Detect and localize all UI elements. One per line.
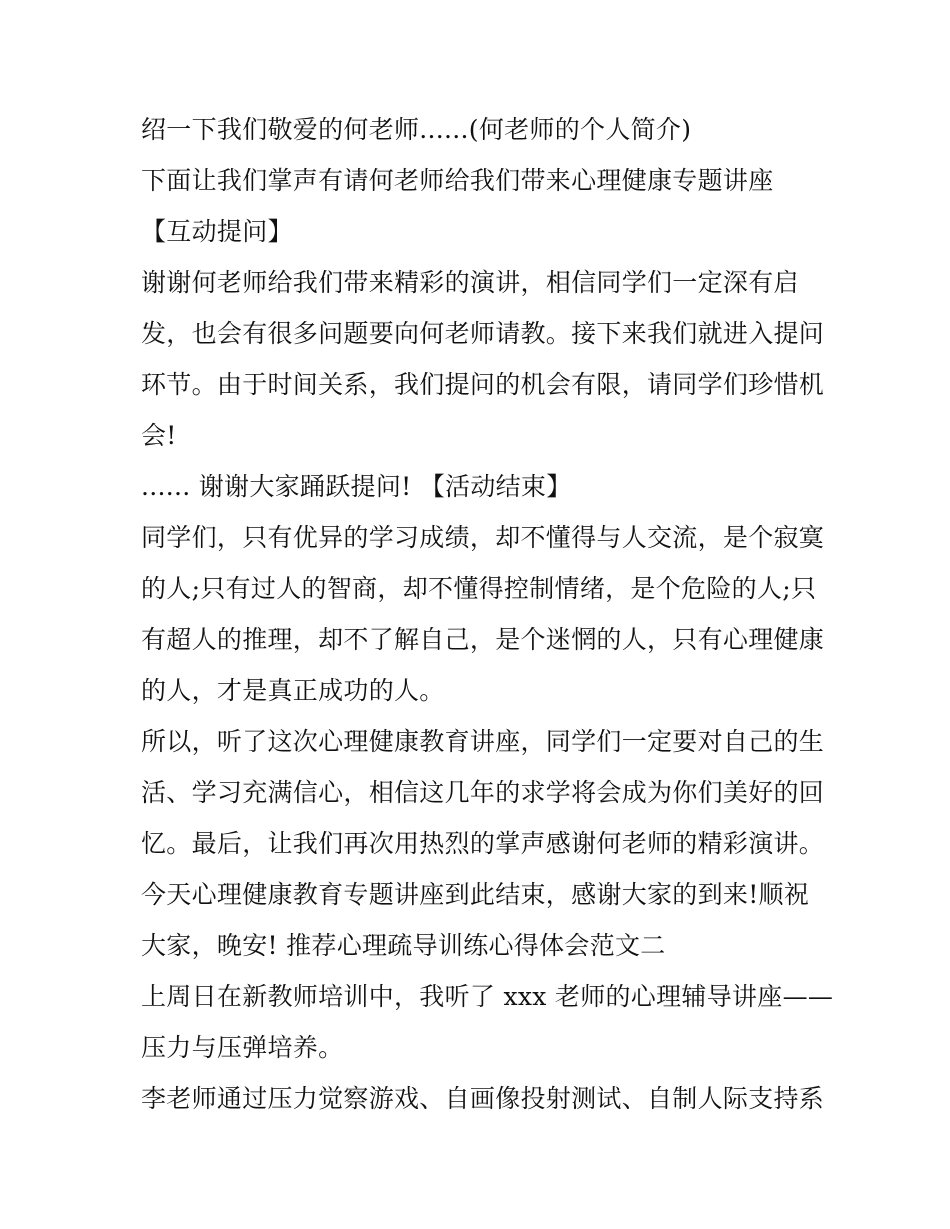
- text-line-15: 忆。最后，让我们再次用热烈的掌声感谢何老师的精彩演讲。: [141, 829, 825, 858]
- text-line-11: 有超人的推理，却不了解自己，是个迷惘的人，只有心理健康: [141, 625, 825, 654]
- document-body: [141, 104, 834, 1124]
- text-line-6: 环节。由于时间关系，我们提问的机会有限，请同学们珍惜机: [141, 370, 825, 399]
- text-line-20: 李老师通过压力觉察游戏、自画像投射测试、自制人际支持系: [141, 1084, 825, 1113]
- text-line-18: 上周日在新教师培训中，我听了 xxx 老师的心理辅导讲座——: [141, 982, 834, 1011]
- text-line-2: 下面让我们掌声有请何老师给我们带来心理健康专题讲座: [141, 166, 774, 195]
- text-line-16: 今天心理健康教育专题讲座到此结束，感谢大家的到来!顺祝: [141, 880, 810, 909]
- text-line-1: 绍一下我们敬爱的何老师......(何老师的个人简介): [141, 115, 692, 144]
- text-line-8: ...... 谢谢大家踊跃提问! 【活动结束】: [141, 472, 572, 501]
- text-line-10: 的人;只有过人的智商，却不懂得控制情绪，是个危险的人;只: [141, 574, 817, 603]
- text-line-5: 发，也会有很多问题要向何老师请教。接下来我们就进入提问: [141, 319, 825, 348]
- text-line-12: 的人，才是真正成功的人。: [141, 676, 445, 705]
- text-line-4: 谢谢何老师给我们带来精彩的演讲，相信同学们一定深有启: [141, 268, 799, 297]
- text-line-17: 大家，晚安! 推荐心理疏导训练心得体会范文二: [141, 931, 666, 960]
- text-line-13: 所以，听了这次心理健康教育讲座，同学们一定要对自己的生: [141, 727, 825, 756]
- text-line-9: 同学们，只有优异的学习成绩，却不懂得与人交流，是个寂寞: [141, 523, 825, 552]
- text-line-7: 会!: [141, 421, 177, 450]
- section-heading-interactive-qa: 【互动提问】: [141, 217, 293, 246]
- text-line-19: 压力与压弹培养。: [141, 1033, 344, 1062]
- text-line-14: 活、学习充满信心，相信这几年的求学将会成为你们美好的回: [141, 778, 825, 807]
